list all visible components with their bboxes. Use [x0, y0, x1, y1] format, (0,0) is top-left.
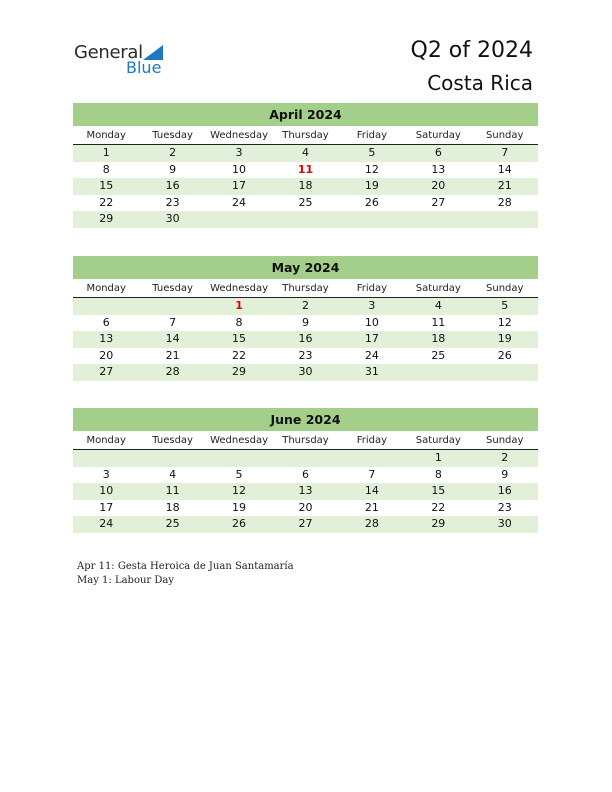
weekday-label: Tuesday [152, 130, 193, 141]
holiday-day-cell: 1 [235, 299, 243, 312]
day-cell: 9 [501, 467, 509, 481]
weekday-label: Wednesday [210, 130, 268, 141]
weekday-label: Sunday [486, 435, 524, 446]
day-cell: 14 [364, 484, 379, 497]
day-cell: 6 [434, 146, 442, 159]
day-cell: 26 [364, 195, 379, 209]
day-cell [272, 450, 338, 467]
weekday-header-row [73, 127, 538, 145]
day-cell [73, 450, 139, 467]
day-cell: 19 [497, 332, 512, 345]
day-cell: 16 [298, 332, 313, 345]
day-cell: 23 [298, 348, 313, 362]
day-cell: 10 [99, 484, 114, 497]
week-row [73, 450, 538, 467]
day-cell: 19 [364, 179, 379, 192]
week-row [73, 195, 538, 212]
day-cell: 14 [497, 162, 512, 176]
day-cell: 13 [298, 484, 313, 497]
day-cell: 2 [301, 299, 309, 312]
day-cell: 14 [165, 332, 180, 345]
month-title: June 2024 [73, 408, 538, 431]
day-cell: 3 [368, 299, 376, 312]
logo-blue-text: Blue [126, 58, 162, 77]
day-cell: 8 [434, 467, 442, 481]
weekday-label: Sunday [486, 130, 524, 141]
day-cell: 29 [99, 212, 114, 225]
day-cell: 21 [364, 500, 379, 514]
day-cell: 25 [431, 348, 446, 362]
day-cell [272, 211, 338, 228]
day-cell: 23 [497, 500, 512, 514]
day-cell [339, 211, 405, 228]
day-cell: 17 [99, 500, 114, 514]
holiday-note: Apr 11: Gesta Heroica de Juan Santamaría [77, 561, 294, 572]
weekday-label: Saturday [415, 435, 461, 446]
week-row [73, 145, 538, 162]
day-cell [405, 211, 471, 228]
day-cell [139, 298, 205, 315]
week-row [73, 364, 538, 381]
day-cell: 23 [165, 195, 180, 209]
day-cell: 13 [99, 332, 114, 345]
day-cell: 1 [102, 146, 110, 159]
week-row [73, 211, 538, 228]
weekday-label: Saturday [415, 130, 461, 141]
month-april [73, 103, 538, 228]
day-cell: 26 [497, 348, 512, 362]
day-cell: 9 [169, 162, 177, 176]
weekday-header-row [73, 280, 538, 298]
week-row [73, 467, 538, 484]
day-cell: 1 [434, 451, 442, 464]
month-title: April 2024 [73, 103, 538, 126]
day-cell: 30 [165, 212, 180, 225]
day-cell: 18 [298, 179, 313, 192]
day-cell: 20 [431, 179, 446, 192]
week-row [73, 516, 538, 533]
week-row [73, 315, 538, 332]
day-cell: 20 [298, 500, 313, 514]
day-cell: 11 [431, 315, 446, 329]
day-cell: 29 [431, 517, 446, 530]
week-row [73, 348, 538, 365]
weekday-label: Friday [356, 130, 388, 141]
day-cell: 24 [99, 517, 114, 530]
weekday-label: Tuesday [152, 435, 193, 446]
weekday-label: Saturday [415, 283, 461, 294]
weekday-label: Friday [356, 283, 388, 294]
day-cell: 4 [301, 146, 309, 159]
week-row [73, 331, 538, 348]
weekday-label: Thursday [282, 130, 329, 141]
day-cell: 30 [497, 517, 512, 530]
day-cell [73, 298, 139, 315]
day-cell: 3 [102, 467, 110, 481]
weekday-label: Monday [86, 435, 126, 446]
day-cell: 15 [99, 179, 114, 192]
weekday-label: Wednesday [210, 435, 268, 446]
day-cell: 9 [301, 315, 309, 329]
weekday-label: Sunday [486, 283, 524, 294]
day-cell: 21 [165, 348, 180, 362]
day-cell: 16 [497, 484, 512, 497]
day-cell: 18 [165, 500, 180, 514]
day-cell: 8 [235, 315, 243, 329]
day-cell: 28 [165, 365, 180, 378]
day-cell: 4 [434, 299, 442, 312]
day-cell: 3 [235, 146, 243, 159]
weekday-label: Monday [86, 130, 126, 141]
holiday-note: May 1: Labour Day [77, 575, 174, 586]
weekday-label: Friday [356, 435, 388, 446]
day-cell: 22 [99, 195, 114, 209]
weekday-label: Monday [86, 283, 126, 294]
weekday-label: Thursday [282, 283, 329, 294]
day-cell: 5 [235, 467, 243, 481]
day-cell: 19 [232, 500, 247, 514]
week-row [73, 178, 538, 195]
day-cell: 27 [298, 517, 313, 530]
day-cell: 11 [165, 484, 180, 497]
day-cell: 24 [364, 348, 379, 362]
month-title: May 2024 [73, 256, 538, 279]
day-cell: 10 [364, 315, 379, 329]
day-cell: 7 [368, 467, 376, 481]
week-row [73, 162, 538, 179]
day-cell: 29 [232, 365, 247, 378]
day-cell: 7 [501, 146, 509, 159]
day-cell: 6 [301, 467, 309, 481]
weekday-header-row [73, 432, 538, 450]
logo-general-text: General [74, 42, 143, 63]
day-cell: 2 [501, 451, 509, 464]
month-june [73, 408, 538, 533]
day-cell: 27 [431, 195, 446, 209]
weekday-label: Wednesday [210, 283, 268, 294]
day-cell: 16 [165, 179, 180, 192]
day-cell: 30 [298, 365, 313, 378]
week-row [73, 298, 538, 315]
page-title: Q2 of 2024 [410, 38, 533, 63]
day-cell: 26 [232, 517, 247, 530]
day-cell: 24 [232, 195, 247, 209]
day-cell: 7 [169, 315, 177, 329]
day-cell: 22 [232, 348, 247, 362]
day-cell: 12 [497, 315, 512, 329]
day-cell: 12 [364, 162, 379, 176]
week-row [73, 500, 538, 517]
day-cell: 25 [298, 195, 313, 209]
day-cell [139, 450, 205, 467]
day-cell: 18 [431, 332, 446, 345]
day-cell [405, 364, 471, 381]
day-cell: 4 [169, 467, 177, 481]
weekday-label: Thursday [282, 435, 329, 446]
day-cell: 2 [169, 146, 177, 159]
day-cell: 6 [102, 315, 110, 329]
day-cell: 12 [232, 484, 247, 497]
day-cell: 25 [165, 517, 180, 530]
day-cell: 28 [364, 517, 379, 530]
day-cell: 15 [232, 332, 247, 345]
logo [74, 42, 174, 78]
day-cell: 13 [431, 162, 446, 176]
day-cell: 20 [99, 348, 114, 362]
week-row [73, 483, 538, 500]
day-cell: 17 [364, 332, 379, 345]
day-cell: 22 [431, 500, 446, 514]
day-cell: 15 [431, 484, 446, 497]
holiday-notes [77, 560, 294, 588]
day-cell: 21 [497, 179, 512, 192]
day-cell: 10 [232, 162, 247, 176]
day-cell [206, 211, 272, 228]
day-cell: 17 [232, 179, 247, 192]
day-cell: 8 [102, 162, 110, 176]
holiday-day-cell: 11 [297, 162, 314, 176]
weekday-label: Tuesday [152, 283, 193, 294]
day-cell: 5 [368, 146, 376, 159]
day-cell: 31 [364, 365, 379, 378]
day-cell [206, 450, 272, 467]
day-cell [472, 211, 538, 228]
day-cell [472, 364, 538, 381]
country-name: Costa Rica [427, 71, 533, 95]
day-cell [339, 450, 405, 467]
day-cell: 28 [497, 195, 512, 209]
day-cell: 5 [501, 299, 509, 312]
day-cell: 27 [99, 365, 114, 378]
month-may [73, 256, 538, 381]
